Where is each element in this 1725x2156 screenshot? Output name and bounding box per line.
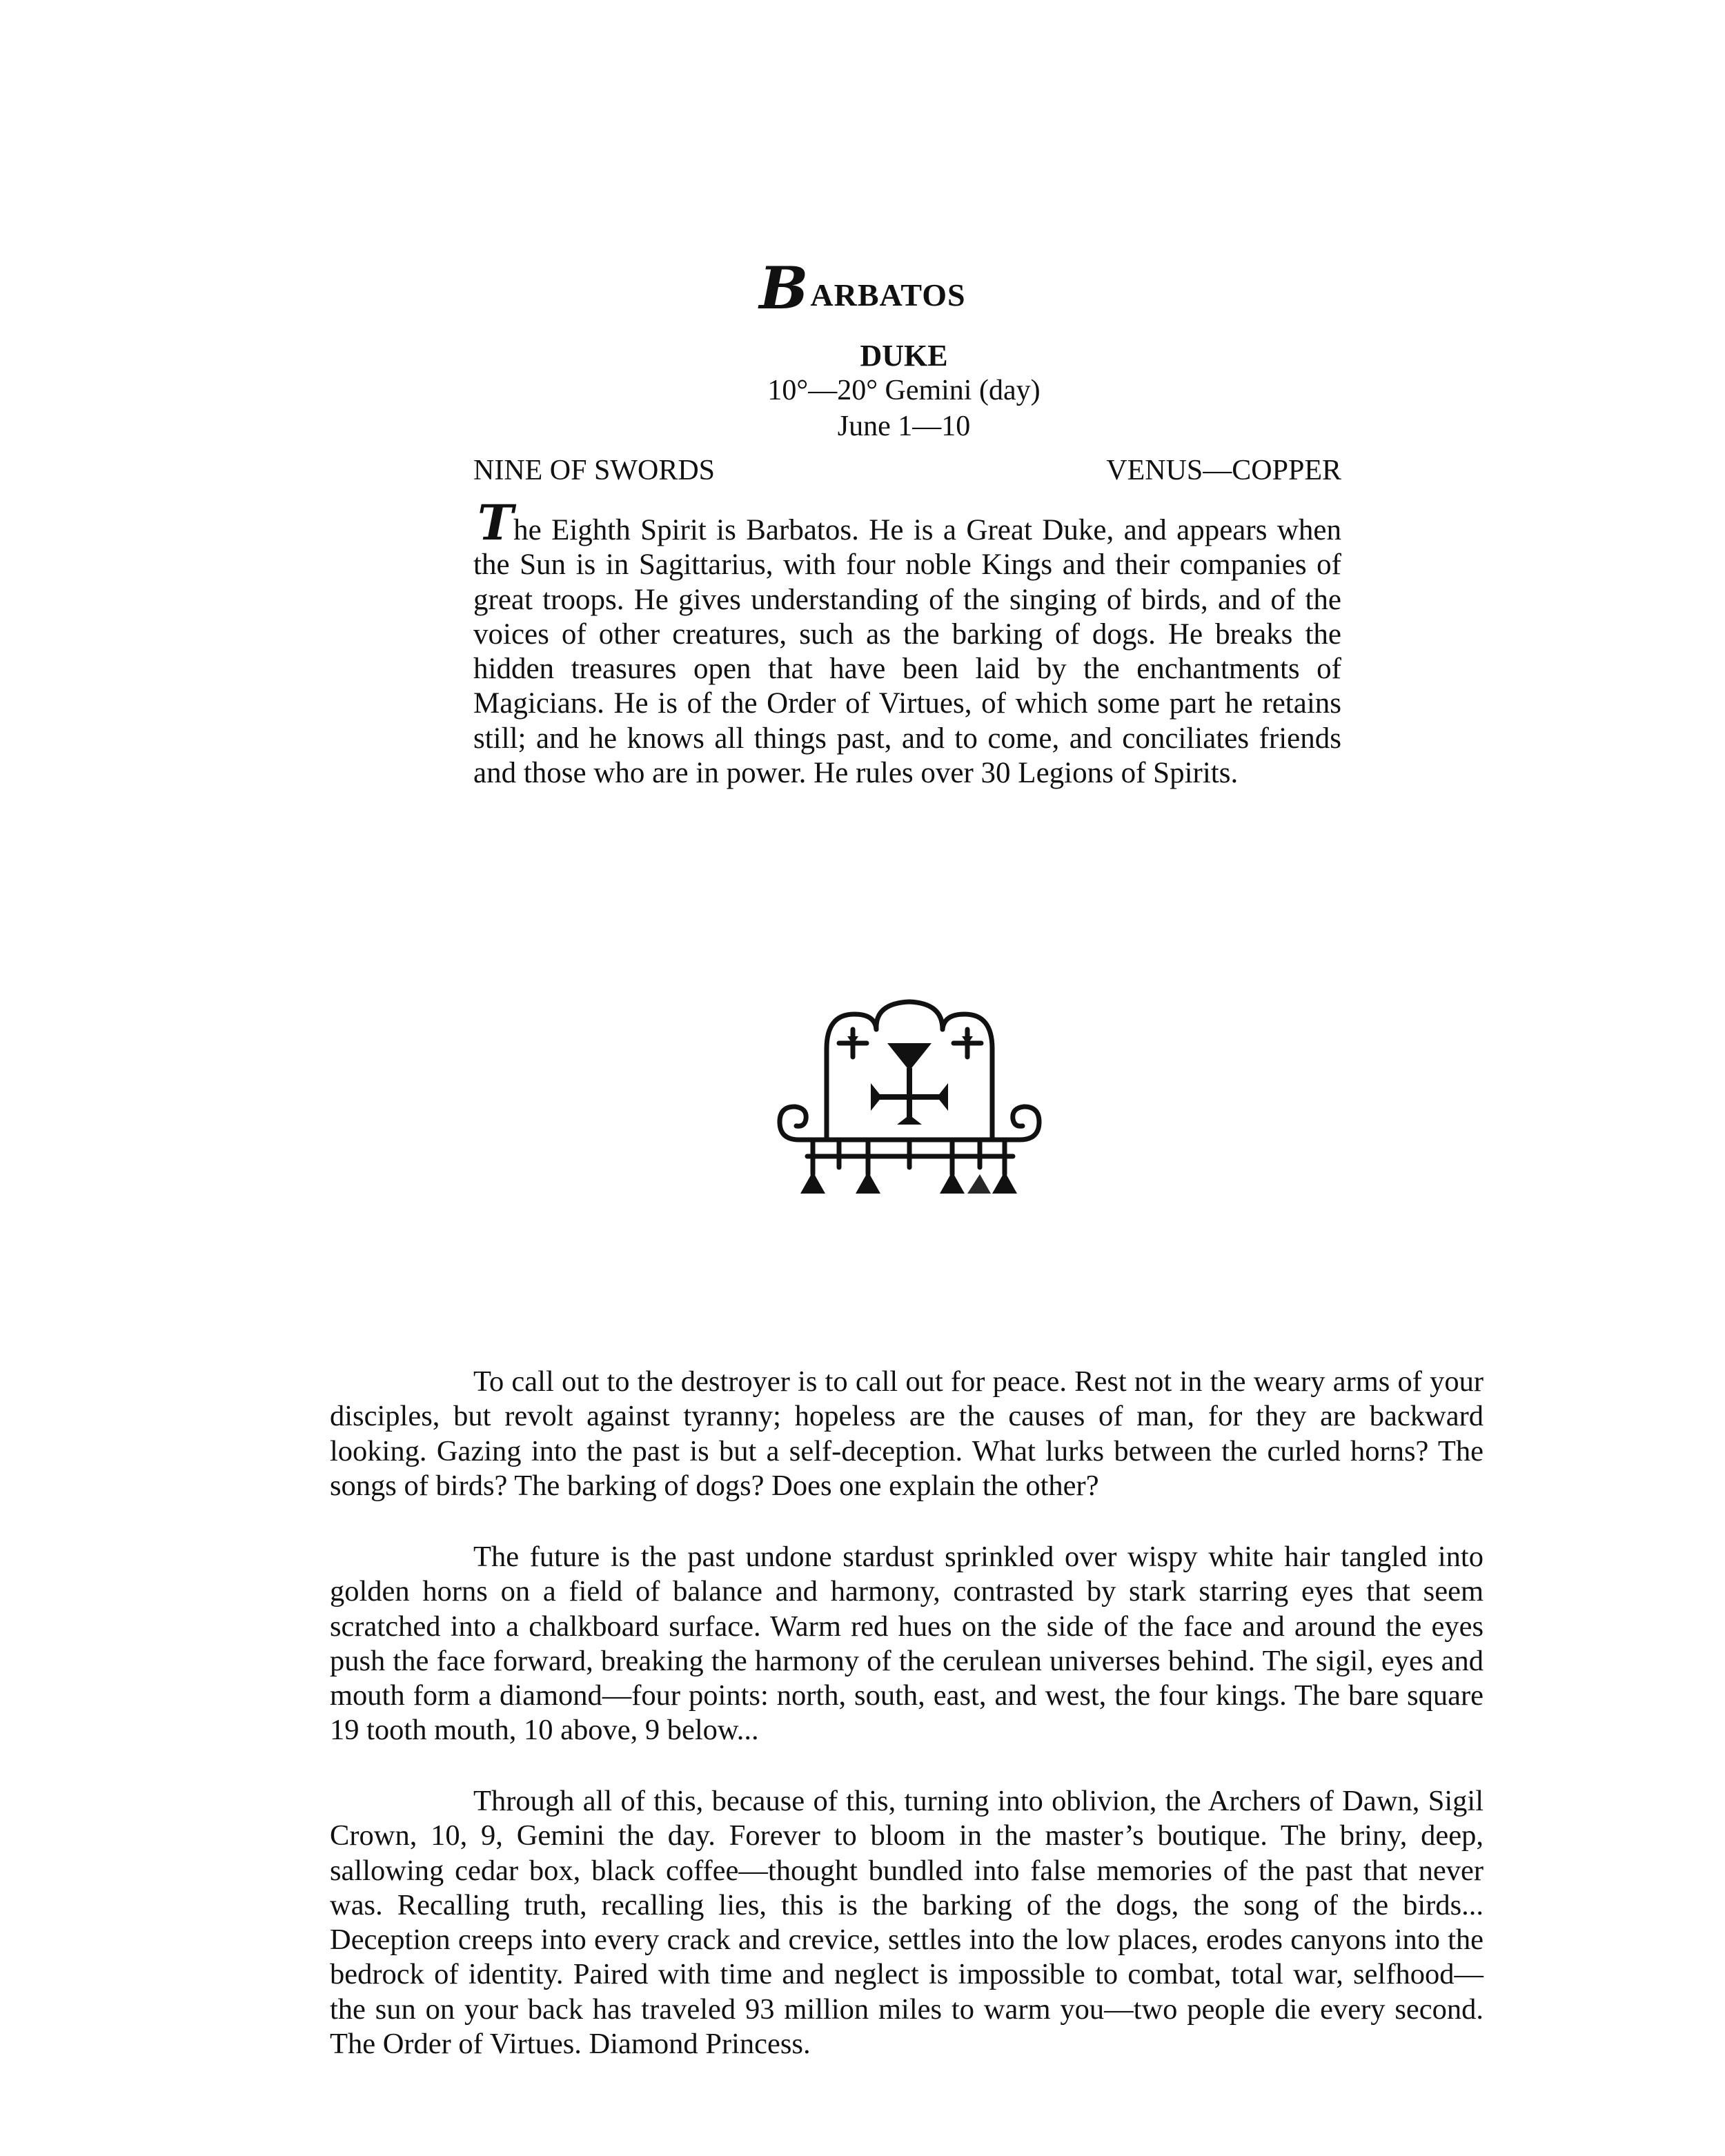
zodiac-degrees: 10°—20° Gemini (day) xyxy=(767,375,1041,406)
title-rest: ARBATOS xyxy=(810,277,966,313)
commentary-paragraph-1 xyxy=(330,1365,1483,1503)
spirit-title xyxy=(0,254,1725,323)
commentary-paragraph-2 xyxy=(330,1540,1483,1748)
commentary-text-1: To call out to the destroyer is to call out for peace. Rest not in the weary arms of your disciples, but revolt against tyranny; hopeless are the causes of man, for they are backward looking. Gazing into the past is but a self-deception. What lurks between the curled horns? The songs of birds? The barking of dogs? Does one explain the other? xyxy=(330,1365,1483,1502)
barbatos-sigil-icon xyxy=(771,993,1047,1200)
tarot-card: NINE OF SWORDS xyxy=(473,455,716,486)
attribution-row xyxy=(473,453,1341,488)
description-dropcap: T xyxy=(477,494,514,551)
date-range: June 1—10 xyxy=(837,411,971,442)
planet-metal: VENUS—COPPER xyxy=(1106,455,1341,486)
commentary-paragraph-3 xyxy=(330,1784,1483,2061)
description-text: he Eighth Spirit is Barbatos. He is a Great Duke, and appears when the Sun is in Sagittarius, with four noble Kings and their companies of great troops. He gives understanding of the singing of birds, and of the voices of other creatures, such as the barking of dogs. He breaks the hidden treasures open that have been laid by the enchantments of Magicians. He is of the Order of Virtues, of which some part he retains still; and he knows all things past, and to come, and conciliates friends and those who are in power. He rules over 30 Legions of Spirits. xyxy=(473,514,1341,790)
spirit-description xyxy=(473,494,1341,791)
title-initial: B xyxy=(759,254,809,322)
commentary-text-3: Through all of this, because of this, turning into oblivion, the Archers of Dawn, Sigil Crown, 10, 9, Gemini the day. Forever to bloom in the master’s boutique. The briny, deep, sallowing cedar box, black coffee—thought bundled into false memories of the past that never was. Recalling truth, recalling lies, this is the barking of the dogs, the song of the birds... Deception creeps into every crack and crevice, settles into the low places, erodes canyons into the bedrock of identity. Paired with time and neglect is impossible to combat, total war, selfhood—the sun on your back has traveled 93 million miles to warm you—two people die every second. The Order of Virtues. Diamond Princess. xyxy=(330,1785,1483,2061)
commentary-text-2: The future is the past undone stardust sprinkled over wispy white hair tangled into golden horns on a field of balance and harmony, contrasted by stark starring eyes that seem scratched into a chalkboard surface. Warm red hues on the side of the face and around the eyes push the face forward, breaking the harmony of the cerulean universes behind. The sigil, eyes and mouth form a diamond—four points: north, south, east, and west, the four kings. The bare square 19 tooth mouth, 10 above, 9 below... xyxy=(330,1541,1483,1747)
spirit-rank: DUKE xyxy=(860,339,948,373)
